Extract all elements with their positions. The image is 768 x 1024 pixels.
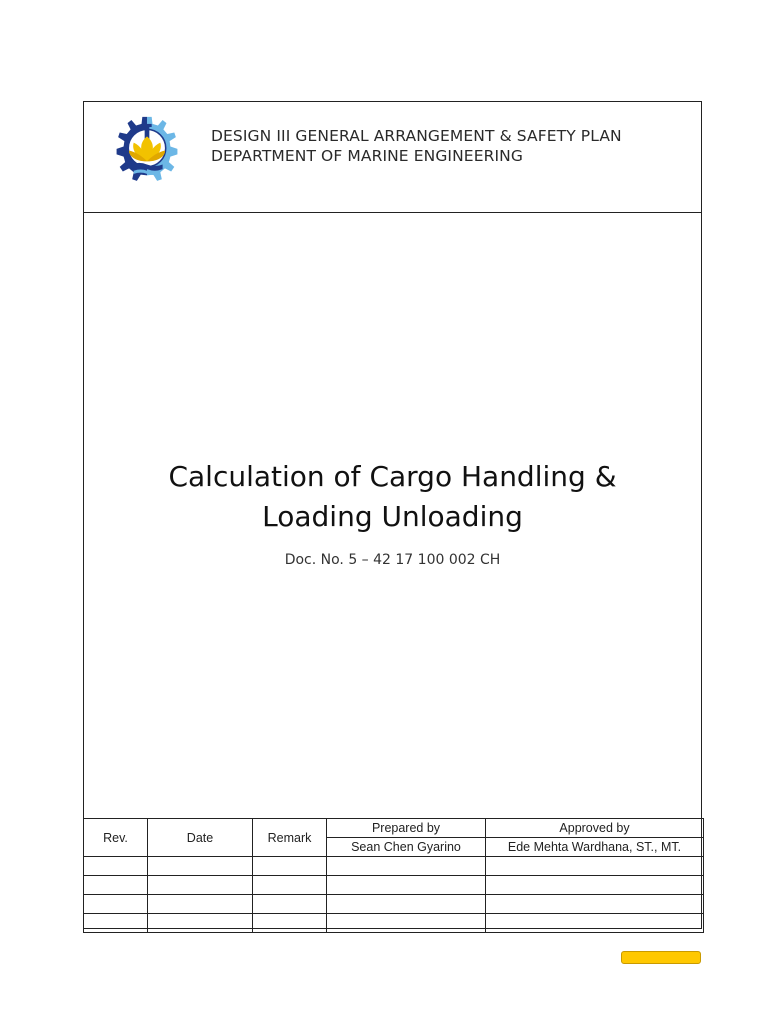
table-cell [327, 876, 486, 895]
table-row [84, 895, 704, 914]
prepared-by-header: Prepared by [327, 819, 486, 838]
table-cell [327, 895, 486, 914]
header-line-course: DESIGN III GENERAL ARRANGEMENT & SAFETY PLAN [211, 127, 622, 145]
table-cell [148, 895, 253, 914]
approved-by-name: Ede Mehta Wardhana, ST., MT. [486, 838, 704, 857]
table-cell [253, 914, 327, 933]
table-cell [84, 914, 148, 933]
document-header [84, 102, 701, 213]
table-cell [148, 876, 253, 895]
prepared-by-name: Sean Chen Gyarino [327, 838, 486, 857]
revision-table [83, 818, 704, 933]
university-logo-icon [108, 113, 186, 191]
table-cell [327, 914, 486, 933]
document-title [84, 457, 701, 537]
table-cell [84, 895, 148, 914]
rev-header: Rev. [84, 819, 148, 857]
table-cell [486, 914, 704, 933]
table-row [84, 857, 704, 876]
title-line-1: Calculation of Cargo Handling & [168, 460, 617, 493]
remark-header: Remark [253, 819, 327, 857]
table-cell [253, 857, 327, 876]
table-cell [253, 876, 327, 895]
table-cell [148, 857, 253, 876]
table-cell [486, 857, 704, 876]
table-cell [486, 876, 704, 895]
table-row [84, 876, 704, 895]
header-line-department: DEPARTMENT OF MARINE ENGINEERING [211, 147, 523, 165]
table-cell [84, 857, 148, 876]
table-cell [486, 895, 704, 914]
table-header-row [84, 819, 704, 838]
page-badge [621, 951, 701, 964]
table-cell [327, 857, 486, 876]
title-line-2: Loading Unloading [262, 500, 523, 533]
table-cell [253, 895, 327, 914]
table-cell [84, 876, 148, 895]
date-header: Date [148, 819, 253, 857]
table-row [84, 914, 704, 933]
approved-by-header: Approved by [486, 819, 704, 838]
document-frame [83, 101, 702, 929]
document-number: Doc. No. 5 – 42 17 100 002 CH [284, 552, 501, 568]
table-cell [148, 914, 253, 933]
